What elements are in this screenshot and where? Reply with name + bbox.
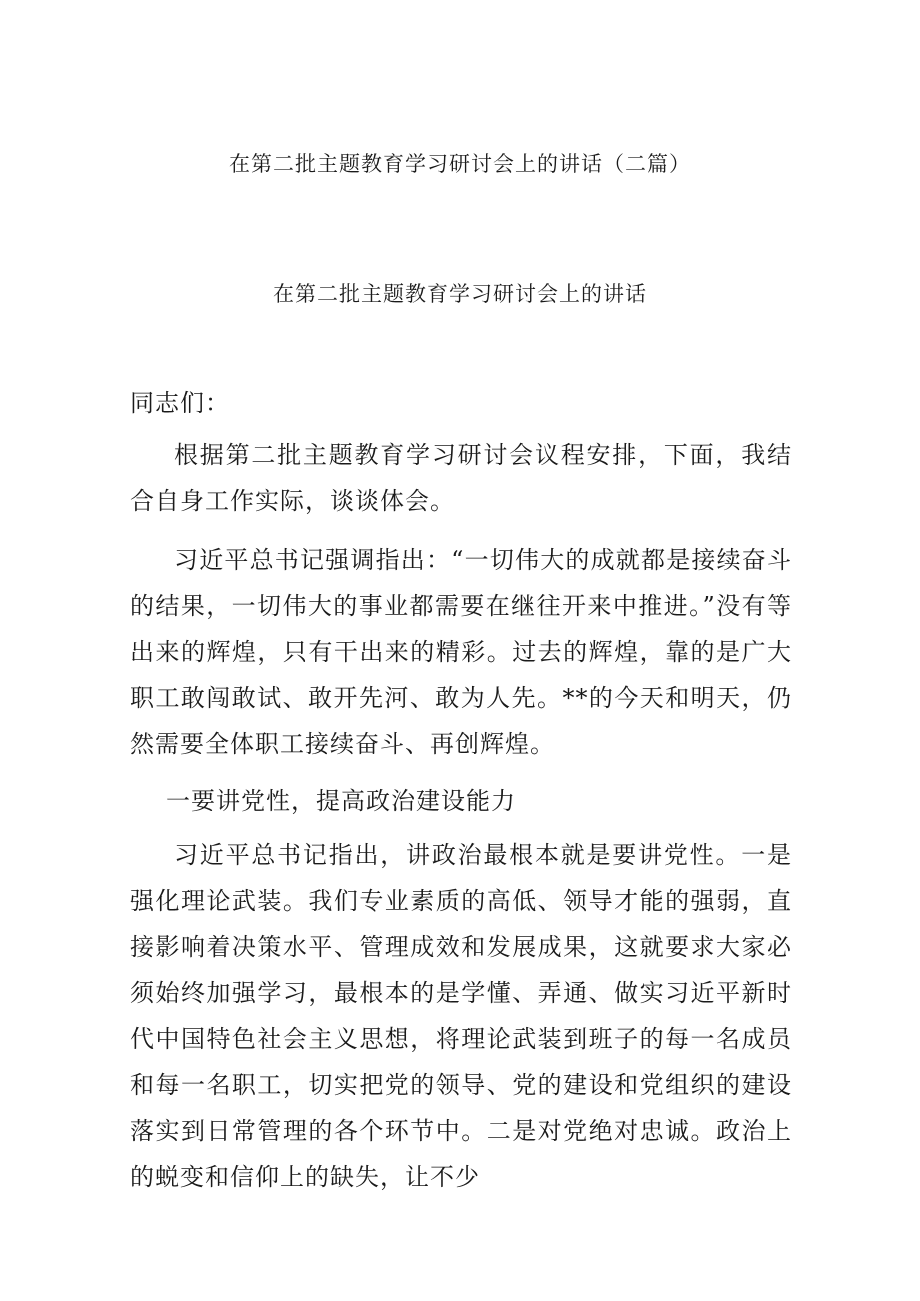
- section-heading: 一要讲党性，提高政治建设能力: [166, 787, 516, 815]
- main-title: 在第二批主题教育学习研讨会上的讲话（二篇）: [229, 152, 691, 176]
- greeting: 同志们：: [130, 389, 230, 417]
- section-paragraph: 习近平总书记指出，讲政治最根本就是要讲党性。一是强化理论武装。我们专业素质的高低、领导才能的强弱，直接影响着决策水平、管理成效和发展成果，这就要求大家必须始终加强学习，最根本的是学懂、弄通、做实习近平新时代中国特色社会主义思想，将理论武装到班子的每一名成员和每一名职工，切实把党的领导、党的建设和党组织的建设落实到日常管理的各个环节中。二是对党绝对忠诚。政治上的蜕变和信仰上的缺失，让不少: [130, 841, 792, 1191]
- paragraph-quote: 习近平总书记强调指出：“一切伟大的成就都是接续奋斗的结果，一切伟大的事业都需要在继往开来中推进。”没有等出来的辉煌，只有干出来的精彩。过去的辉煌，靠的是广大职工敢闯敢试、敢开先河、敢为人先。**的今天和明天，仍然需要全体职工接续奋斗、再创辉煌。: [130, 546, 792, 758]
- sub-title: 在第二批主题教育学习研讨会上的讲话: [273, 282, 647, 306]
- paragraph-intro: 根据第二批主题教育学习研讨会议程安排，下面，我结合自身工作实际，谈谈体会。: [130, 441, 792, 515]
